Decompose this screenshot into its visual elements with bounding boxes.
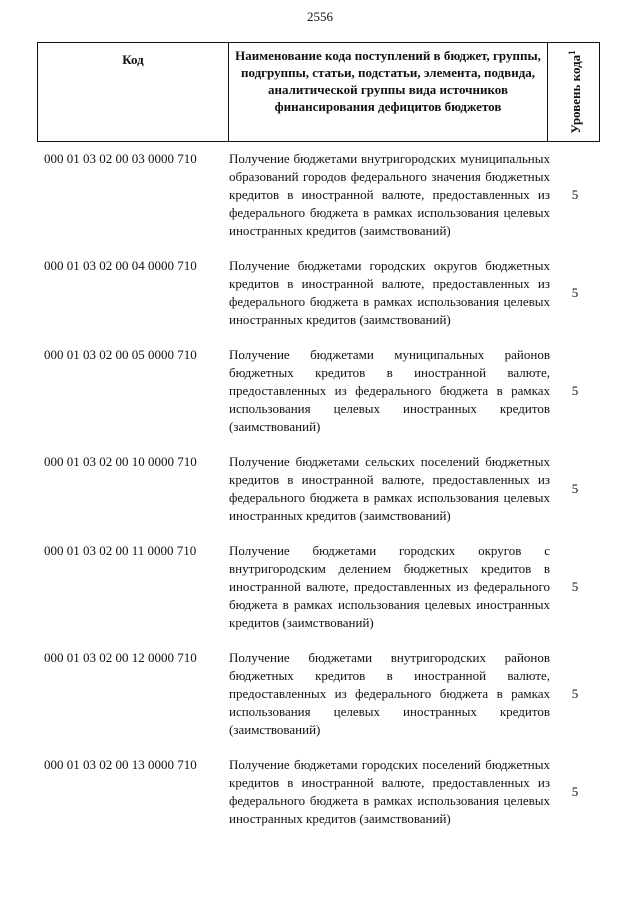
page-number: 2556 (307, 9, 333, 24)
table-row (44, 257, 600, 329)
table-row (44, 542, 600, 632)
table-row (44, 756, 600, 828)
row-level: 5 (571, 686, 579, 701)
row-level: 5 (571, 383, 579, 398)
table-row (44, 649, 600, 739)
table-row (44, 453, 600, 525)
row-code: 000 01 03 02 00 05 0000 710 (44, 347, 197, 362)
header-level-label (564, 50, 582, 133)
row-level: 5 (571, 579, 579, 594)
row-code: 000 01 03 02 00 04 0000 710 (44, 258, 197, 273)
row-level: 5 (571, 285, 579, 300)
header-level-text: Уровень кода (567, 54, 583, 134)
row-level: 5 (571, 187, 579, 202)
table-row (44, 150, 600, 240)
row-code: 000 01 03 02 00 12 0000 710 (44, 650, 197, 665)
table-body (44, 150, 600, 845)
row-name: Получение бюджетами городских поселений бюджетных кредитов в иностранной валюте, предоставленных из федерального бюджета в рамках использования целевых иностранных кредитов (заимствований) (229, 757, 550, 826)
header-level-footnote: 1 (566, 50, 577, 55)
header-level (548, 43, 599, 141)
row-name: Получение бюджетами внутригородских муниципальных образований городов федерального значения бюджетных кредитов в иностранной валюте, предоставленных из федерального бюджета в рамках использования целевых иностранных кредитов (заимствований) (229, 151, 550, 238)
row-level: 5 (571, 784, 579, 799)
row-code: 000 01 03 02 00 03 0000 710 (44, 151, 197, 166)
row-level: 5 (571, 481, 579, 496)
row-name: Получение бюджетами сельских поселений бюджетных кредитов в иностранной валюте, предоставленных из федерального бюджета в рамках использования целевых иностранных кредитов (заимствований) (229, 454, 550, 523)
row-code: 000 01 03 02 00 10 0000 710 (44, 454, 197, 469)
row-code: 000 01 03 02 00 13 0000 710 (44, 757, 197, 772)
row-name: Получение бюджетами городских округов бюджетных кредитов в иностранной валюте, предоставленных из федерального бюджета в рамках использования целевых иностранных кредитов (заимствований) (229, 258, 550, 327)
table-row (44, 346, 600, 436)
row-name: Получение бюджетами внутригородских районов бюджетных кредитов в иностранной валюте, предоставленных из федерального бюджета в рамках использования целевых иностранных кредитов (заимствований) (229, 650, 550, 737)
row-name: Получение бюджетами муниципальных районов бюджетных кредитов в иностранной валюте, предоставленных из федерального бюджета в рамках использования целевых иностранных кредитов (заимствований) (229, 347, 550, 434)
header-name: Наименование кода поступлений в бюджет, группы, подгруппы, статьи, подстатьи, элемента, подвида, аналитической группы вида источников финансирования дефицитов бюджетов (229, 43, 548, 141)
table-header (37, 42, 600, 142)
header-code: Код (38, 43, 229, 141)
row-code: 000 01 03 02 00 11 0000 710 (44, 543, 197, 558)
row-name: Получение бюджетами городских округов с внутригородским делением бюджетных кредитов в иностранной валюте, предоставленных из федерального бюджета в рамках использования целевых иностранных кредитов (заимствований) (229, 543, 550, 630)
